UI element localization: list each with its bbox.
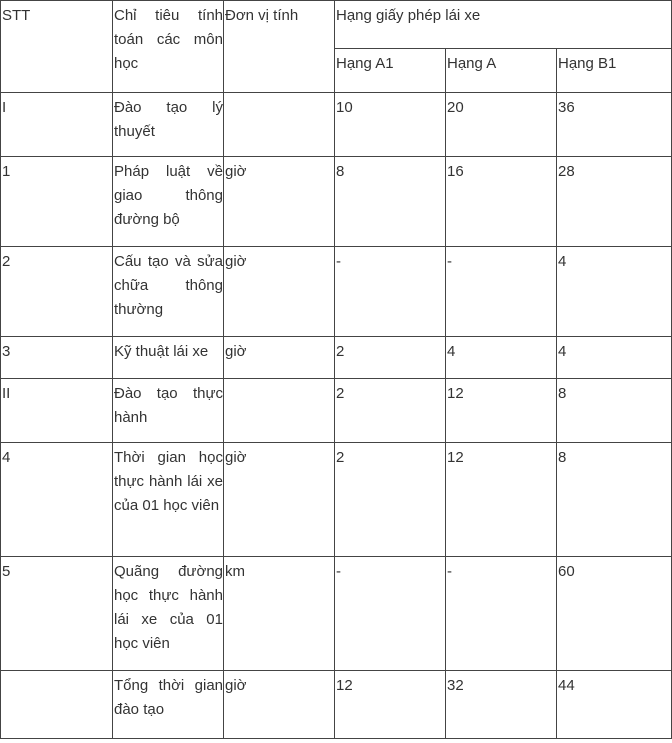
row-unit: giờ: [224, 247, 335, 337]
row-a: 32: [446, 671, 557, 739]
row-subject: Thời gian học thực hành lái xe của 01 học viên: [113, 443, 224, 557]
row-a1: -: [335, 557, 446, 671]
table-row: [1, 443, 672, 557]
row-stt: 1: [1, 157, 113, 247]
row-b1: 28: [557, 157, 672, 247]
row-subject: Đào tạo lý thuyết: [113, 93, 224, 157]
row-subject: Cấu tạo và sửa chữa thông thường: [113, 247, 224, 337]
row-stt: 4: [1, 443, 113, 557]
table-row: [1, 247, 672, 337]
row-a: -: [446, 247, 557, 337]
table-row: [1, 157, 672, 247]
table-row-total: [1, 671, 672, 739]
row-unit: giờ: [224, 337, 335, 379]
row-a1: -: [335, 247, 446, 337]
row-unit: giờ: [224, 671, 335, 739]
table-row: [1, 93, 672, 157]
row-stt: 3: [1, 337, 113, 379]
row-unit: giờ: [224, 157, 335, 247]
table-row: [1, 337, 672, 379]
header-row: [1, 1, 672, 49]
row-subject: Tổng thời gian đào tạo: [113, 671, 224, 739]
row-stt: 2: [1, 247, 113, 337]
row-a: 12: [446, 443, 557, 557]
row-b1: 8: [557, 443, 672, 557]
header-unit: Đơn vị tính: [224, 1, 335, 93]
row-b1: 4: [557, 247, 672, 337]
row-subject: Pháp luật về giao thông đường bộ: [113, 157, 224, 247]
row-b1: 8: [557, 379, 672, 443]
row-a1: 8: [335, 157, 446, 247]
row-a: 20: [446, 93, 557, 157]
row-unit: [224, 379, 335, 443]
row-a: 16: [446, 157, 557, 247]
header-class-b1: Hạng B1: [557, 49, 672, 93]
header-subject: Chỉ tiêu tính toán các môn học: [113, 1, 224, 93]
row-stt: [1, 671, 113, 739]
table-row: [1, 379, 672, 443]
header-stt: STT: [1, 1, 113, 93]
row-a1: 12: [335, 671, 446, 739]
row-a1: 2: [335, 379, 446, 443]
row-a: 4: [446, 337, 557, 379]
row-b1: 4: [557, 337, 672, 379]
row-unit: [224, 93, 335, 157]
row-subject: Đào tạo thực hành: [113, 379, 224, 443]
row-stt: II: [1, 379, 113, 443]
row-unit: km: [224, 557, 335, 671]
row-subject: Quãng đường học thực hành lái xe của 01 học viên: [113, 557, 224, 671]
row-a1: 10: [335, 93, 446, 157]
row-subject: Kỹ thuật lái xe: [113, 337, 224, 379]
row-a: -: [446, 557, 557, 671]
header-class-a1: Hạng A1: [335, 49, 446, 93]
row-a1: 2: [335, 443, 446, 557]
header-license-group: Hạng giấy phép lái xe: [335, 1, 672, 49]
row-b1: 36: [557, 93, 672, 157]
row-b1: 60: [557, 557, 672, 671]
header-class-a: Hạng A: [446, 49, 557, 93]
row-unit: giờ: [224, 443, 335, 557]
row-stt: I: [1, 93, 113, 157]
row-stt: 5: [1, 557, 113, 671]
row-b1: 44: [557, 671, 672, 739]
row-a1: 2: [335, 337, 446, 379]
row-a: 12: [446, 379, 557, 443]
table-row: [1, 557, 672, 671]
